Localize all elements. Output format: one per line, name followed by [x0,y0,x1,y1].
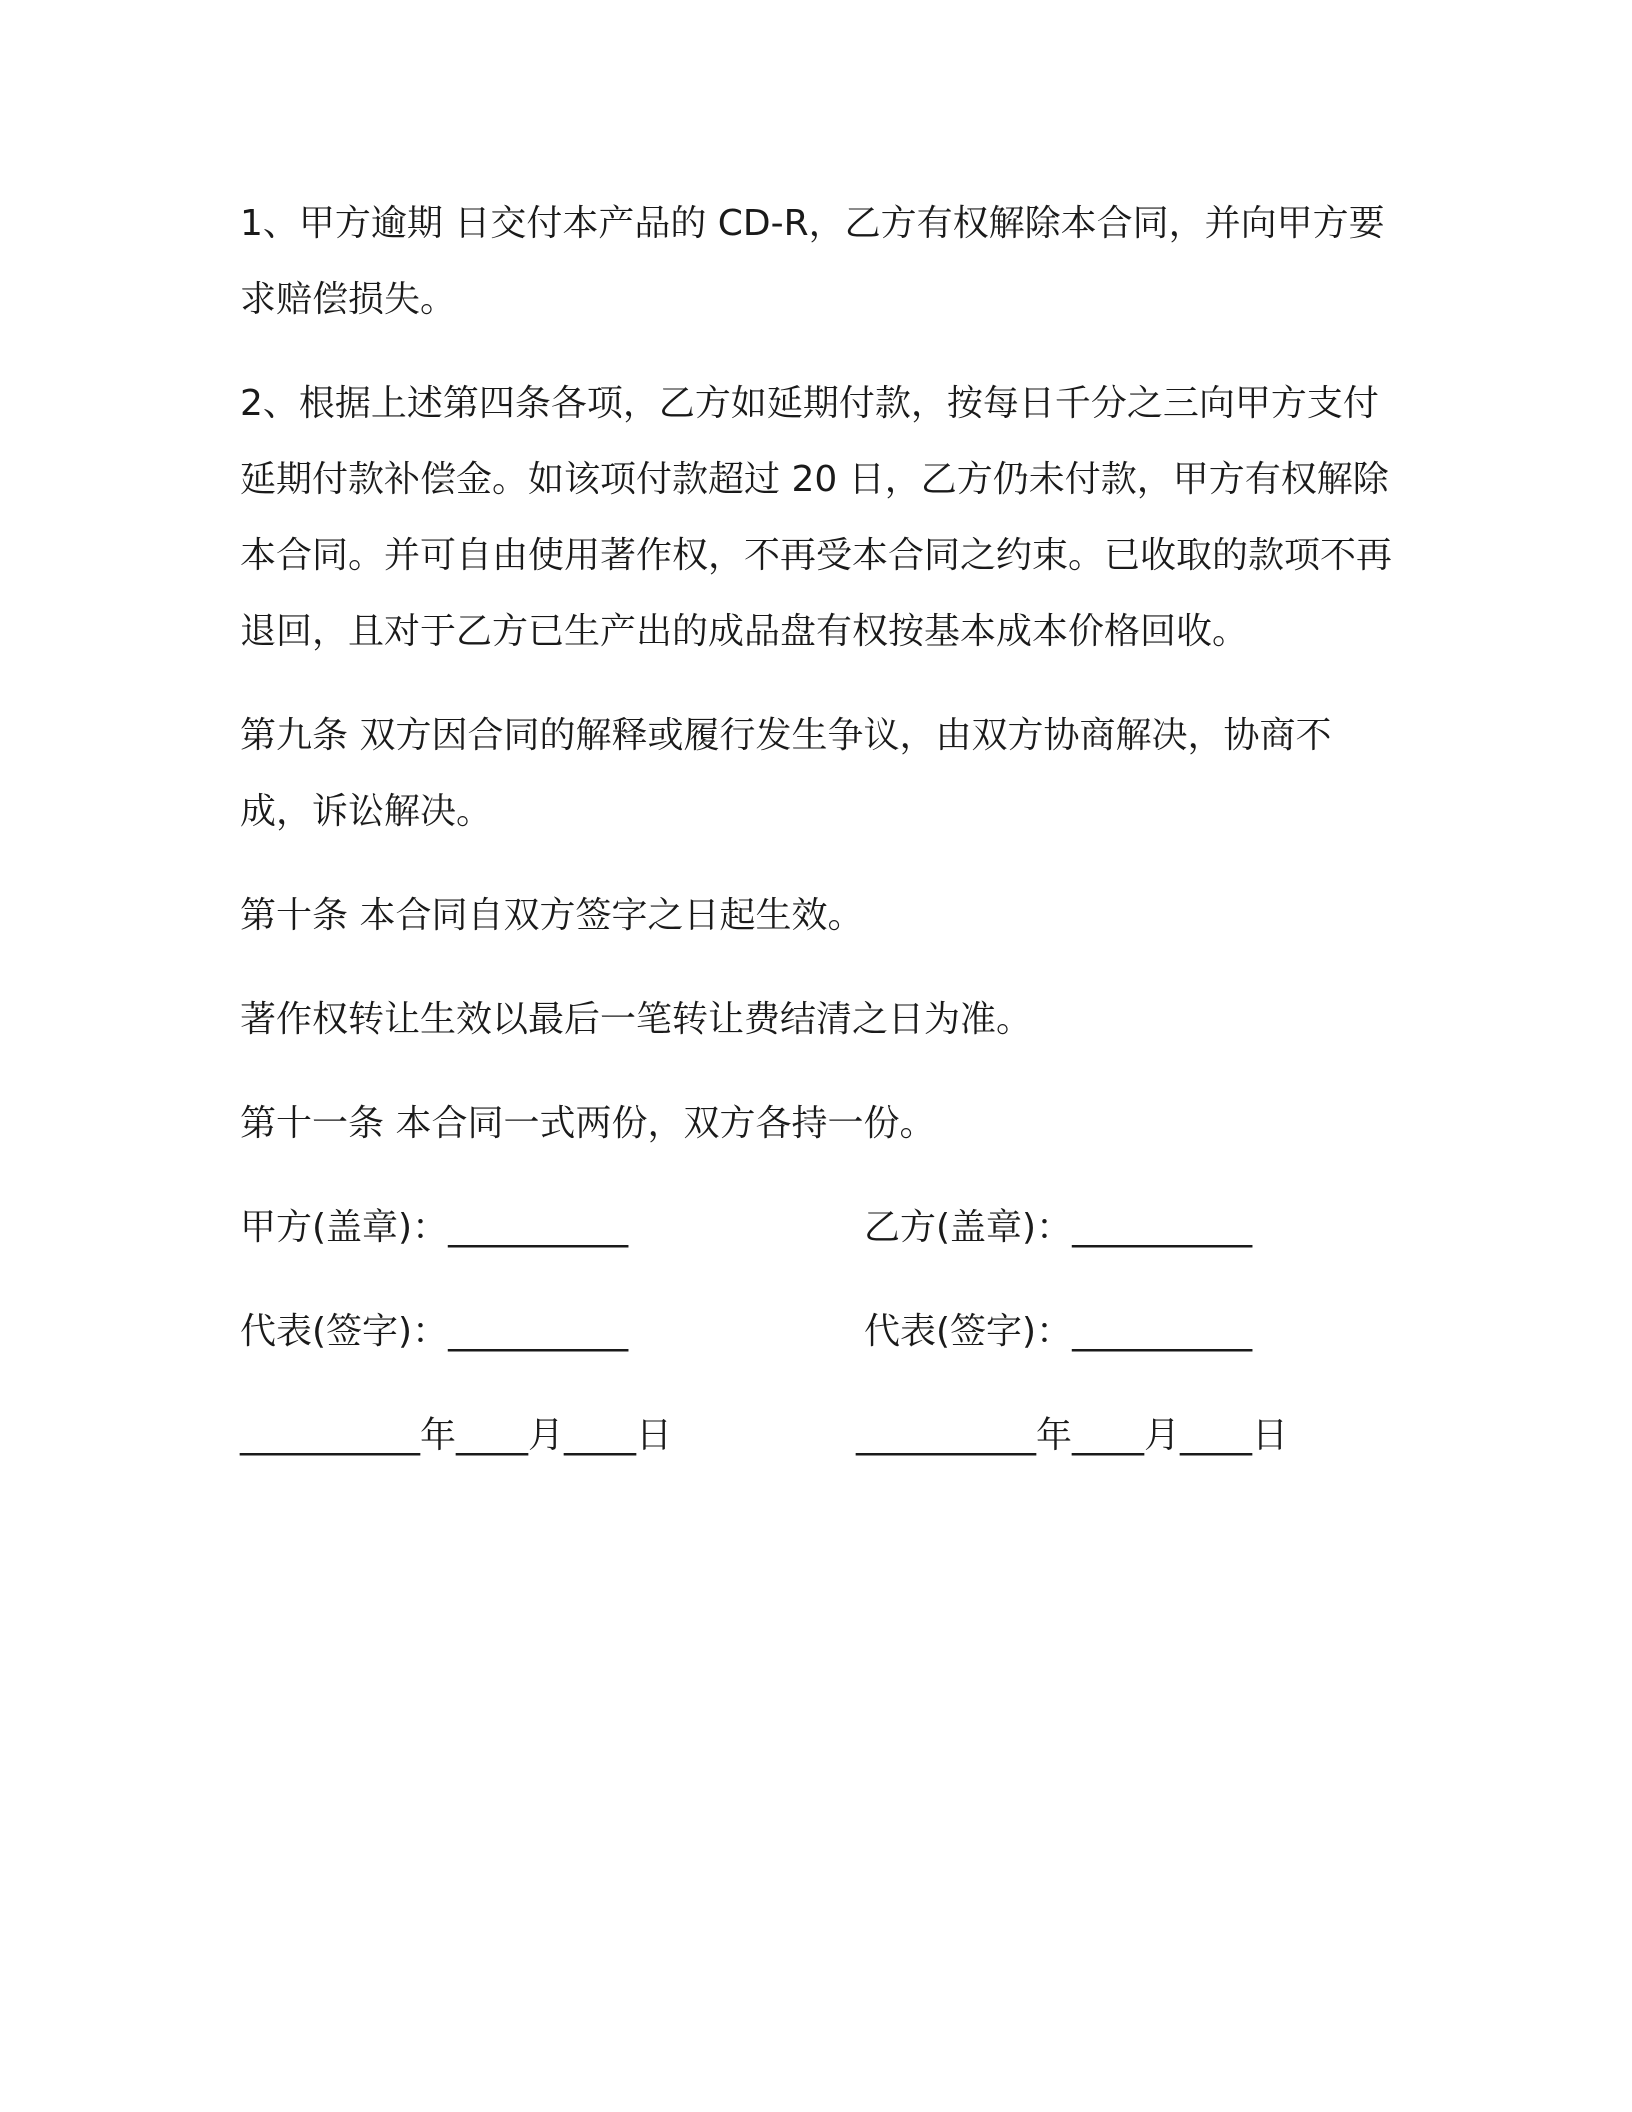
date-row [240,1398,1400,1502]
copyright-transfer-effective: 著作权转让生效以最后一笔转让费结清之日为准。 [240,999,1033,1040]
article-11-copies: 第十一条 本合同一式两份，双方各持一份。 [240,1103,936,1144]
document-content [240,186,1400,1502]
party-a-seal-field: 甲方(盖章)：__________ [240,1207,629,1248]
clause-2-late-payment: 2、根据上述第四条各项，乙方如延期付款，按每日千分之三向甲方支付延期付款补偿金。如该项付款超过 20 日，乙方仍未付款，甲方有权解除本合同。并可自由使用著作权，不再受本合同之约束。已收取的款项不再退回，且对于乙方已生产出的成品盘有权按基本成本价格回收。 [240,383,1393,652]
seal-row [240,1190,1400,1294]
article-9-dispute: 第九条 双方因合同的解释或履行发生争议，由双方协商解决，协商不成，诉讼解决。 [240,715,1332,832]
party-b-seal-field: 乙方(盖章)：__________ [864,1207,1253,1248]
clause-1-overdue-delivery: 1、甲方逾期 日交付本产品的 CD-R，乙方有权解除本合同，并向甲方要求赔偿损失。 [240,203,1385,320]
representative-row [240,1294,1400,1398]
party-b-representative-field: 代表(签字)：__________ [864,1311,1253,1352]
article-10-effective: 第十条 本合同自双方签字之日起生效。 [240,895,864,936]
party-a-date-field: __________年____月____日 [240,1415,672,1456]
party-a-representative-field: 代表(签字)：__________ [240,1311,629,1352]
party-b-date-field: __________年____月____日 [856,1415,1288,1456]
